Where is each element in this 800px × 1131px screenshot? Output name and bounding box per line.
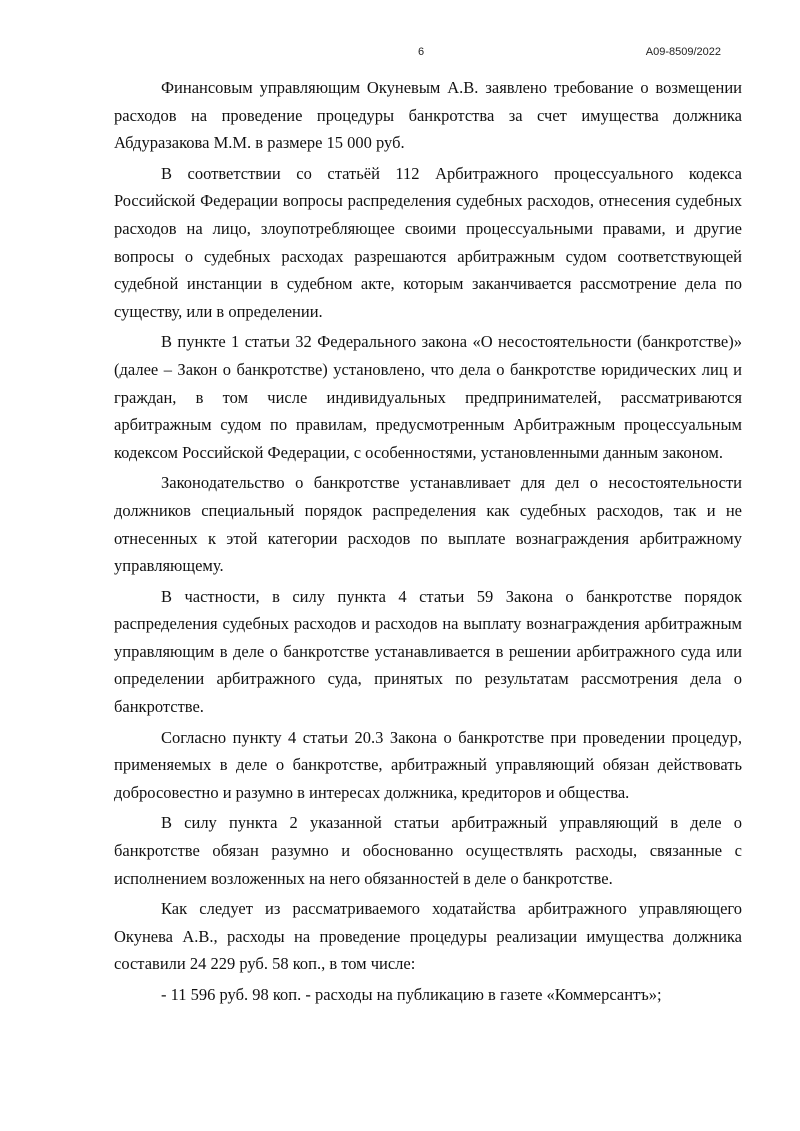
paragraph-expense-claim: Финансовым управляющим Окуневым А.В. заявлено требование о возмещении расходов на проведение процедуры банкротства за счет имущества должника Абдуразакова М.М. в размере 15 000 руб. [114, 78, 742, 153]
paragraph-bankruptcy-law-article-32: В пункте 1 статьи 32 Федерального закона «О несостоятельности (банкротстве)» (далее – Закон о банкротстве) установлено, что дела о банкротстве юридических лиц и граждан, в том числе индивидуальных предпринимателей, рассматриваются арбитражным судом по правилам, предусмотренным Арбитражным процессуальным кодексом Российской Федерации, с особенностями, установленными данным законом. [114, 332, 742, 462]
document-body [114, 74, 742, 1012]
paragraph-article-59: В частности, в силу пункта 4 статьи 59 Закона о банкротстве порядок распределения судебных расходов и расходов на выплату вознаграждения арбитражным управляющим в деле о банкротстве устанавливается в решении арбитражного суда или определении арбитражного суда, принятых по результатам рассмотрения дела о банкротстве. [114, 586, 742, 717]
case-number: А09-8509/2022 [645, 46, 721, 58]
paragraph-article-20-3: Согласно пункту 4 статьи 20.3 Закона о банкротстве при проведении процедур, применяемых в деле о банкротстве, арбитражный управляющий обязан действовать добросовестно и разумно в интересах должника, кредиторов и общества. [114, 727, 742, 802]
paragraph-apk-article-112: В соответствии со статьёй 112 Арбитражного процессуального кодекса Российской Федерации вопросы распределения судебных расходов, отнесения судебных расходов на лицо, злоупотребляющее своими процессуальными правами, и другие вопросы о судебных расходах разрешаются арбитражным судом соответствующей судебной инстанции в судебном акте, которым заканчивается рассмотрение дела по существу, или в определении. [114, 163, 742, 321]
list-item-kommersant-expense: - 11 596 руб. 98 коп. - расходы на публикацию в газете «Коммерсантъ»; [161, 985, 662, 1004]
page-number: 6 [418, 46, 425, 58]
paragraph-expense-total: Как следует из рассматриваемого ходатайства арбитражного управляющего Окунева А.В., расходы на проведение процедуры реализации имущества должника составили 24 229 руб. 58 коп., в том числе: [114, 899, 742, 974]
paragraph-special-procedure: Законодательство о банкротстве устанавливает для дел о несостоятельности должников специальный порядок распределения как судебных расходов, так и не отнесенных к этой категории расходов по выплате вознаграждения арбитражному управляющему. [114, 473, 742, 576]
paragraph-reasonable-expenses: В силу пункта 2 указанной статьи арбитражный управляющий в деле о банкротстве обязан разумно и обоснованно осуществлять расходы, связанные с исполнением возложенных на него обязанностей в деле о банкротстве. [114, 813, 742, 888]
